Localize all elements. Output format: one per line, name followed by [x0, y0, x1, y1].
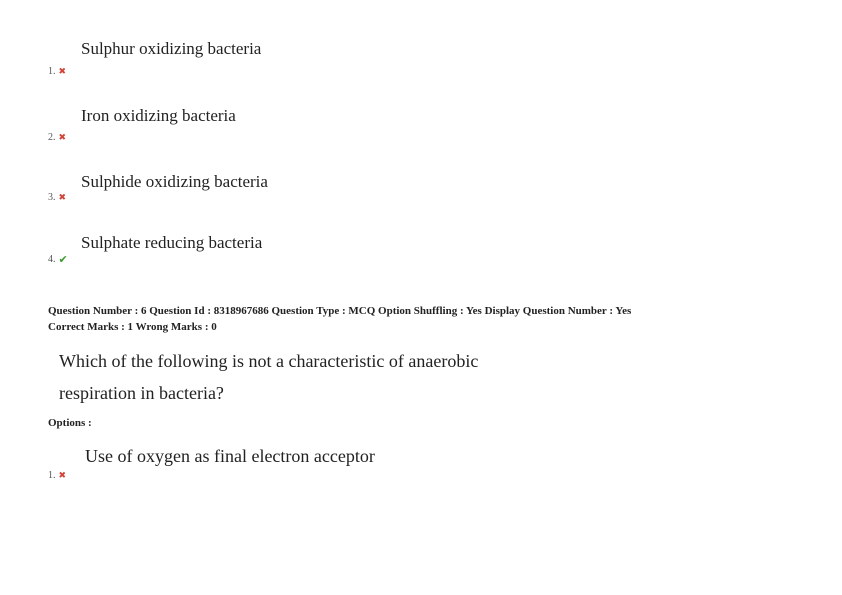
option-marker-4: [48, 253, 68, 266]
question-meta-line2: Correct Marks : 1 Wrong Marks : 0: [48, 321, 217, 333]
option-text-4: Sulphate reducing bacteria: [81, 233, 263, 252]
question-text-line2: respiration in bacteria?: [59, 383, 224, 403]
question-text-line1: Which of the following is not a characteristic of anaerobic: [59, 351, 479, 371]
option-number: 2.: [48, 132, 56, 143]
option-number: 1.: [48, 470, 56, 481]
option-marker-2: [48, 132, 66, 143]
option-number: 4.: [48, 254, 56, 265]
current-option-text-1: Use of oxygen as final electron acceptor: [85, 446, 375, 466]
current-option-marker-1: [48, 470, 66, 481]
cross-icon: ✖: [58, 66, 67, 77]
check-icon: ✔: [58, 253, 68, 266]
option-marker-3: [48, 192, 66, 203]
option-marker-1: [48, 66, 66, 77]
option-text-2: Iron oxidizing bacteria: [81, 106, 236, 125]
cross-icon: ✖: [58, 192, 67, 203]
option-text-1: Sulphur oxidizing bacteria: [81, 39, 262, 58]
options-label: Options :: [48, 417, 92, 429]
cross-icon: ✖: [58, 132, 67, 143]
option-number: 3.: [48, 192, 56, 203]
cross-icon: ✖: [58, 470, 67, 481]
option-text-3: Sulphide oxidizing bacteria: [81, 172, 268, 191]
question-meta-line1: Question Number : 6 Question Id : 8318967686 Question Type : MCQ Option Shuffling : Yes Display Question Number : Yes: [48, 305, 632, 317]
option-number: 1.: [48, 66, 56, 77]
